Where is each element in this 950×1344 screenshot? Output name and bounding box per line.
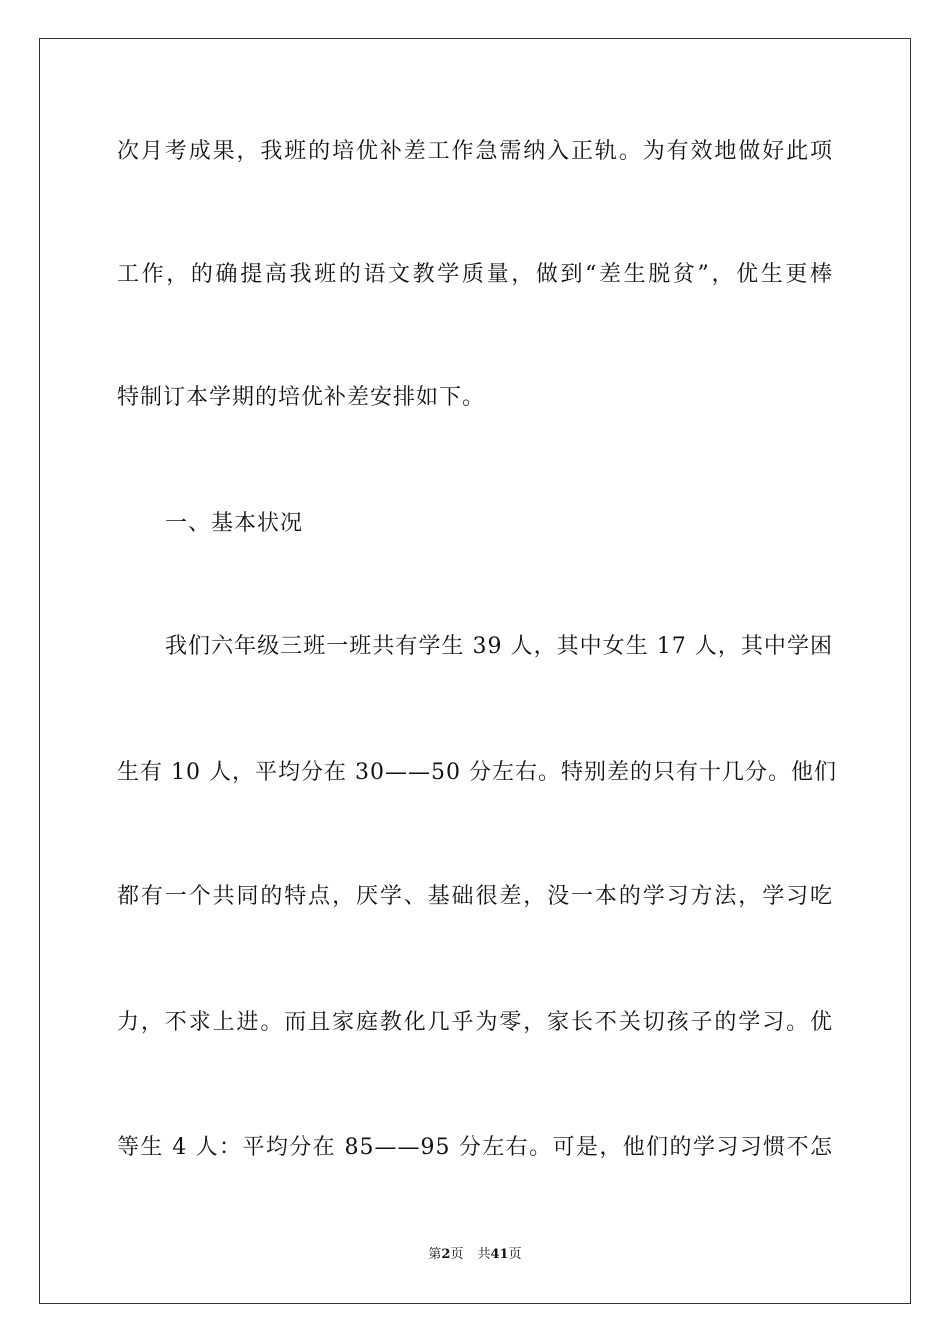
- paragraph-line-2: 工作，的确提高我班的语文教学质量，做到“差生脱贫”，优生更棒: [117, 262, 833, 287]
- paragraph-line-5: 我们六年级三班一班共有学生 39 人，其中女生 17 人，其中学困: [165, 634, 833, 659]
- page-suffix: 页: [450, 1247, 464, 1262]
- total-suffix: 页: [508, 1247, 522, 1262]
- paragraph-line-7: 都有一个共同的特点，厌学、基础很差，没一本的学习方法，学习吃: [117, 884, 833, 909]
- section-heading: 一、基本状况: [165, 511, 304, 536]
- paragraph-line-8: 力，不求上进。而且家庭教化几乎为零，家长不关切孩子的学习。优: [117, 1010, 833, 1035]
- page-footer: [0, 1246, 950, 1264]
- page-prefix: 第: [428, 1247, 442, 1262]
- total-pages: 41: [490, 1247, 509, 1262]
- total-prefix: 共: [477, 1247, 491, 1262]
- page-border: [39, 38, 911, 1304]
- paragraph-line-3: 特制订本学期的培优补差安排如下。: [117, 385, 486, 410]
- page-number: 2: [441, 1247, 451, 1262]
- paragraph-line-1: 次月考成果，我班的培优补差工作急需纳入正轨。为有效地做好此项: [117, 139, 833, 164]
- paragraph-line-6: 生有 10 人，平均分在 30——50 分左右。特别差的只有十几分。他们: [117, 760, 837, 785]
- paragraph-line-9: 等生 4 人：平均分在 85——95 分左右。可是，他们的学习习惯不怎: [117, 1135, 833, 1160]
